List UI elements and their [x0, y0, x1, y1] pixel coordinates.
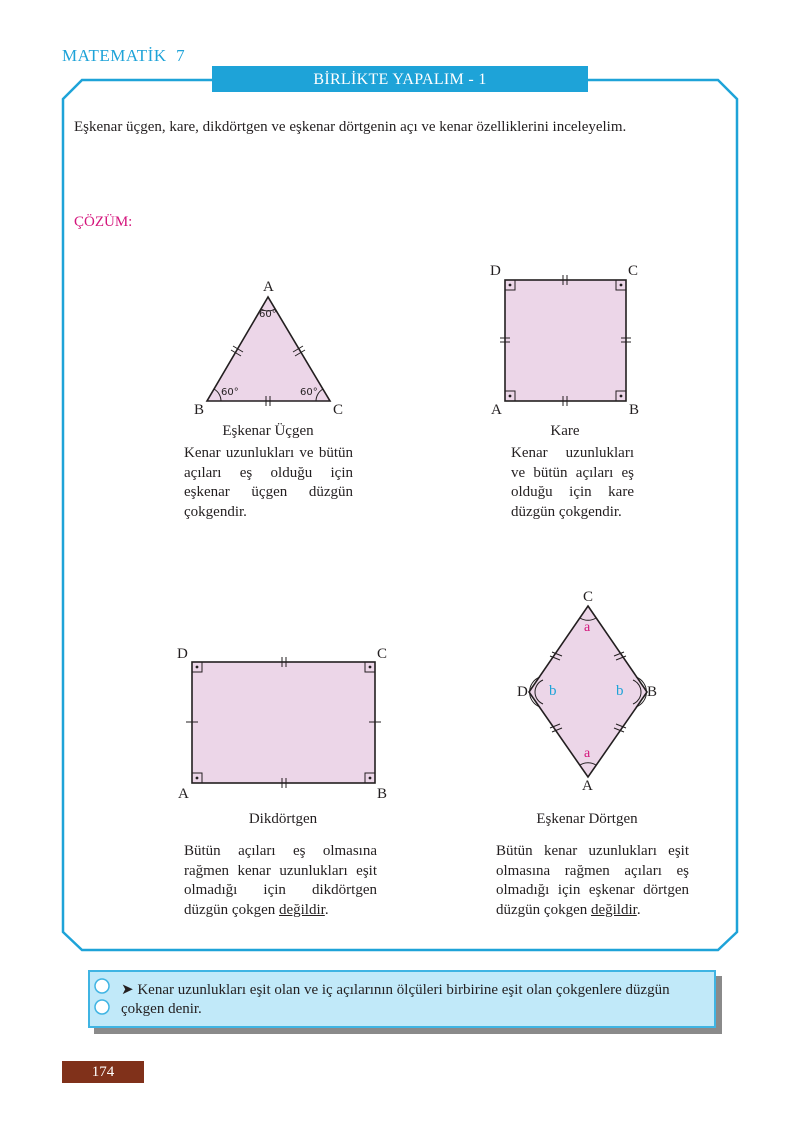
grade-label: 7 [176, 46, 186, 65]
rectangle-figure [186, 657, 381, 788]
solution-label: ÇÖZÜM: [74, 214, 133, 230]
rhombus-caption: Eşkenar Dörtgen [536, 811, 638, 827]
rhombus-angle-b-left: b [549, 683, 557, 699]
triangle-caption: Eşkenar Üçgen [222, 423, 314, 439]
triangle-description: Kenar uzunlukları ve bütün açıları eş olduğu için eşkenar üçgen düzgün çokgendir. [184, 445, 353, 520]
rectangle-caption: Dikdörtgen [248, 811, 318, 827]
square-description: Kenar uzunlukları ve bütün açıları eş olduğu için kare düzgün çokgendir. [511, 445, 634, 520]
rhombus-angle-a-top: a [584, 620, 591, 635]
rectangle-description-emphasis: değildir [278, 901, 325, 918]
arrow-bullet-icon: ➤ [121, 982, 134, 998]
triangle-vertex-b: B [194, 402, 205, 418]
rhombus-description-main: Bütün kenar uzunlukları eşit olmasına rağmen açıları eş olmadığı için eşkenar dörtgen düzgün çokgen [496, 843, 689, 918]
rhombus-vertex-c: C [583, 589, 594, 605]
triangle-angle-top: 60° [259, 309, 277, 320]
subject-label: MATEMATİK [62, 46, 167, 65]
definition-text: Kenar uzunlukları eşit olan ve iç açılarının ölçüleri birbirine eşit olan çokgenlere düzgün çokgen denir. [121, 982, 670, 1017]
intro-text: Eşkenar üçgen, kare, dikdörtgen ve eşkenar dörtgenin açı ve kenar özelliklerini inceleyelim. [74, 119, 627, 135]
triangle-vertex-a: A [263, 279, 274, 295]
triangle-vertex-c: C [333, 402, 344, 418]
rhombus-description [496, 842, 689, 920]
square-caption: Kare [550, 423, 580, 439]
rhombus-vertex-a: A [582, 778, 593, 794]
square-vertex-d: D [490, 263, 501, 279]
definition-note-text [121, 981, 701, 1019]
rhombus-vertex-b: B [647, 684, 658, 700]
rectangle-vertex-c: C [377, 646, 388, 662]
rhombus-description-emphasis: değildir [590, 901, 637, 918]
rectangle-description [184, 842, 377, 920]
rectangle-vertex-a: A [178, 786, 189, 802]
rectangle-vertex-d: D [177, 646, 188, 662]
square-vertex-a: A [491, 402, 502, 418]
rectangle-vertex-b: B [377, 786, 388, 802]
square-figure [500, 275, 631, 406]
rectangle-description-main: Bütün açıları eş olmasına rağmen kenar uzunlukları eşit olmadığı için dikdörtgen düzgün çokgen [184, 843, 377, 918]
square-vertex-b: B [629, 402, 640, 418]
rhombus-angle-a-bottom: a [584, 746, 591, 761]
rhombus-vertex-d: D [517, 684, 528, 700]
rectangle-description-end: . [324, 901, 329, 918]
rhombus-description-end: . [636, 901, 641, 918]
rhombus-angle-b-right: b [616, 683, 624, 699]
note-ring-icons [92, 975, 112, 1021]
square-vertex-c: C [628, 263, 639, 279]
triangle-angle-left: 60° [221, 387, 239, 398]
page-number: 174 [62, 1061, 144, 1083]
triangle-angle-right: 60° [300, 387, 318, 398]
activity-title: BİRLİKTE YAPALIM - 1 [313, 71, 487, 88]
